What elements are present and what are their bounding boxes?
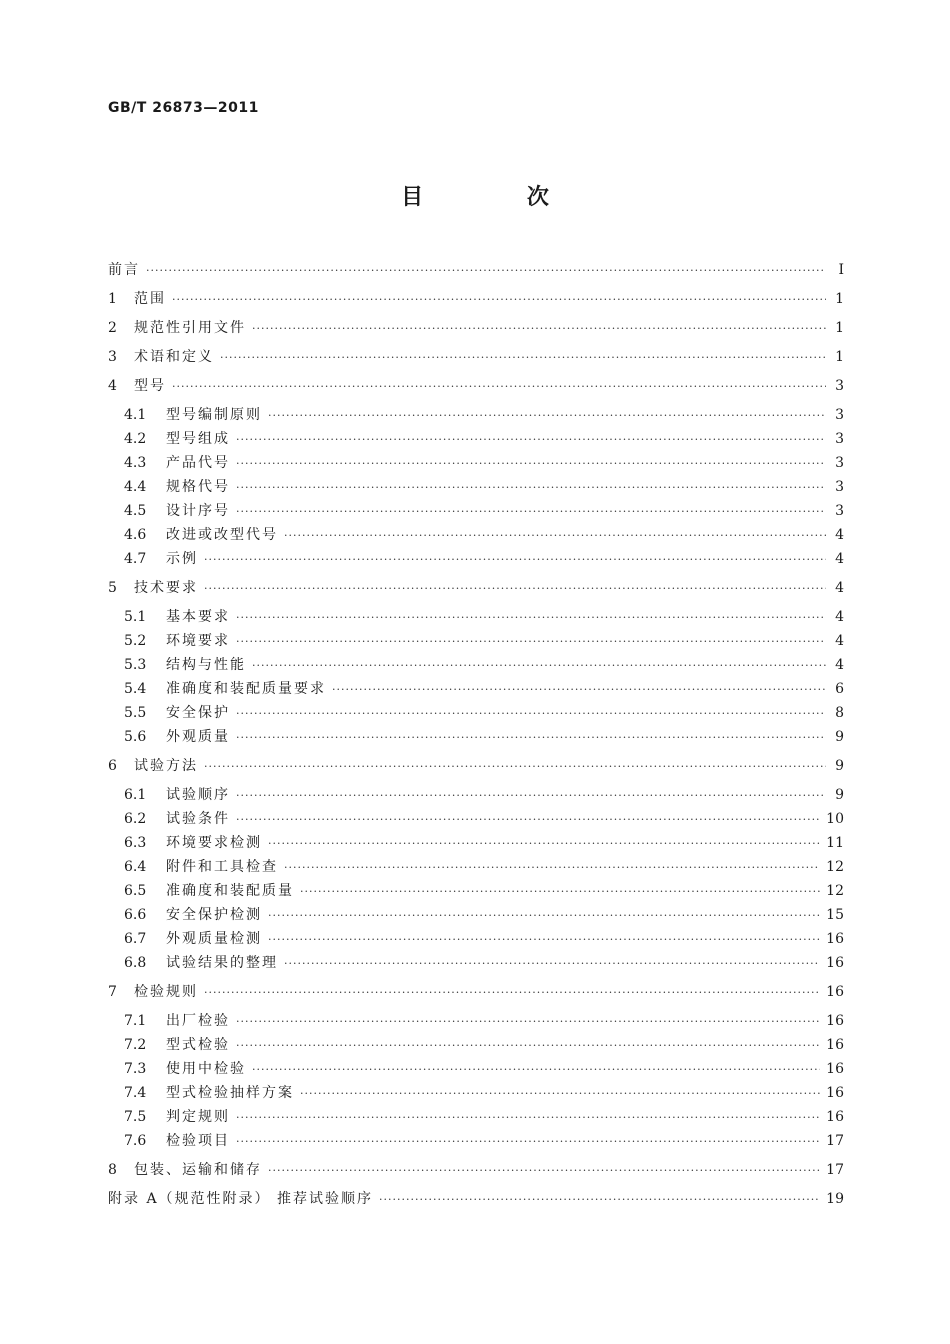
toc-entry-number: 3 [108, 349, 117, 365]
toc-entry[interactable] [108, 316, 844, 340]
toc-entry[interactable] [108, 374, 844, 398]
toc-leader-dots [268, 404, 826, 428]
toc-entry-page: 4 [835, 657, 844, 673]
toc-entry-page: 6 [835, 681, 844, 697]
toc-entry-number: 6 [108, 758, 117, 774]
toc-entry-page: 8 [835, 705, 844, 721]
toc-entry[interactable] [108, 951, 844, 975]
toc-entry-page: 17 [826, 1133, 844, 1149]
toc-entry[interactable] [108, 629, 844, 653]
toc-entry-label: 术语和定义 [134, 349, 214, 365]
toc-entry-label: 型式检验抽样方案 [166, 1085, 294, 1101]
toc-entry-page: 9 [835, 729, 844, 745]
toc-entry[interactable] [108, 701, 844, 725]
toc-entry-number: 4.5 [124, 503, 147, 519]
toc-entry-label: 型号 [134, 378, 166, 394]
toc-entry-number: 6.8 [124, 955, 147, 971]
toc-entry-label: 外观质量 [166, 729, 230, 745]
toc-entry-number: 6.5 [124, 883, 147, 899]
toc-entry-page: 16 [826, 984, 844, 1000]
toc-entry-label: 型号编制原则 [166, 407, 262, 423]
toc-entry-number: 8 [108, 1162, 117, 1178]
toc-entry-number: 7.5 [124, 1109, 147, 1125]
toc-entry-page: 3 [835, 407, 844, 423]
toc-entry-label: 型式检验 [166, 1037, 230, 1053]
toc-entry-page: 4 [835, 527, 844, 543]
toc-entry[interactable] [108, 451, 844, 475]
toc-entry-label: 附件和工具检查 [166, 859, 278, 875]
toc-leader-dots [300, 880, 820, 904]
toc-entry[interactable] [108, 754, 844, 778]
toc-entry[interactable] [108, 831, 844, 855]
toc-leader-dots [284, 524, 826, 548]
toc-leader-dots [204, 577, 826, 601]
toc-entry-number: 4.4 [124, 479, 147, 495]
toc-entry-label: 规格代号 [166, 479, 230, 495]
toc-entry[interactable] [108, 1033, 844, 1057]
toc-entry-page: 4 [835, 609, 844, 625]
toc-entry-number: 7.4 [124, 1085, 147, 1101]
toc-entry-label: 外观质量检测 [166, 931, 262, 947]
toc-entry-page: 1 [835, 349, 844, 365]
toc-leader-dots [252, 654, 826, 678]
toc-entry-page: 16 [826, 1037, 844, 1053]
toc-leader-dots [236, 1034, 820, 1058]
toc-entry-label: 示例 [166, 551, 198, 567]
toc-entry-number: 5.1 [124, 609, 147, 625]
toc-entry-page: 16 [826, 1085, 844, 1101]
toc-entry[interactable] [108, 980, 844, 1004]
toc-entry-number: 7.3 [124, 1061, 147, 1077]
toc-entry-label: 准确度和装配质量 [166, 883, 294, 899]
toc-entry[interactable] [108, 879, 844, 903]
toc-entry[interactable] [108, 475, 844, 499]
toc-entry-page: Ⅰ [838, 262, 844, 278]
toc-entry-page: 3 [835, 431, 844, 447]
toc-entry-page: 12 [826, 859, 844, 875]
toc-entry[interactable] [108, 345, 844, 369]
toc-leader-dots [204, 755, 826, 779]
toc-entry-label: 附录 A（规范性附录） 推荐试验顺序 [108, 1191, 374, 1207]
toc-entry[interactable] [108, 1129, 844, 1153]
toc-leader-dots [236, 1130, 820, 1154]
toc-entry-number: 5.4 [124, 681, 147, 697]
toc-entry[interactable] [108, 725, 844, 749]
toc-leader-dots [236, 500, 826, 524]
toc-leader-dots [284, 952, 820, 976]
toc-entry[interactable] [108, 605, 844, 629]
toc-leader-dots [236, 1010, 820, 1034]
toc-entry-number: 7.2 [124, 1037, 147, 1053]
toc-entry-page: 3 [835, 503, 844, 519]
toc-leader-dots [220, 346, 826, 370]
toc-entry-page: 9 [835, 758, 844, 774]
toc-entry-page: 3 [835, 479, 844, 495]
toc-leader-dots [332, 678, 826, 702]
toc-leader-dots [236, 1106, 820, 1130]
toc-leader-dots [236, 726, 826, 750]
toc-entry-number: 5.6 [124, 729, 147, 745]
toc-entry[interactable] [108, 653, 844, 677]
toc-entry-page: 4 [835, 633, 844, 649]
toc-entry-number: 5 [108, 580, 117, 596]
toc-entry-label: 技术要求 [134, 580, 198, 596]
toc-leader-dots [204, 981, 820, 1005]
toc-leader-dots [252, 317, 826, 341]
toc-entry-number: 1 [108, 291, 117, 307]
toc-entry[interactable] [108, 783, 844, 807]
toc-entry-number: 4 [108, 378, 117, 394]
toc-leader-dots [268, 1159, 820, 1183]
toc-entry-page: 12 [826, 883, 844, 899]
toc-leader-dots [172, 375, 826, 399]
toc-entry[interactable] [108, 927, 844, 951]
toc-entry-label: 使用中检验 [166, 1061, 246, 1077]
toc-entry-label: 安全保护检测 [166, 907, 262, 923]
toc-entry-number: 4.1 [124, 407, 147, 423]
toc-entry[interactable] [108, 1187, 844, 1211]
toc-entry-label: 设计序号 [166, 503, 230, 519]
toc-entry-number: 5.3 [124, 657, 147, 673]
toc-leader-dots [268, 928, 820, 952]
toc-entry-page: 19 [826, 1191, 844, 1207]
toc-entry-label: 包装、运输和储存 [134, 1162, 262, 1178]
toc-entry-label: 试验结果的整理 [166, 955, 278, 971]
toc-leader-dots [236, 476, 826, 500]
toc-entry-page: 1 [835, 320, 844, 336]
toc-entry[interactable] [108, 807, 844, 831]
toc-leader-dots [236, 428, 826, 452]
toc-leader-dots [204, 548, 826, 572]
toc-entry-number: 2 [108, 320, 117, 336]
toc-entry-number: 7.1 [124, 1013, 147, 1029]
toc-entry-number: 5.2 [124, 633, 147, 649]
toc-entry-number: 4.7 [124, 551, 147, 567]
toc-entry-number: 6.4 [124, 859, 147, 875]
toc-entry-page: 1 [835, 291, 844, 307]
page-title: 目 次 [401, 184, 597, 210]
toc-entry-page: 15 [826, 907, 844, 923]
toc-entry-label: 环境要求检测 [166, 835, 262, 851]
toc-entry[interactable] [108, 903, 844, 927]
toc-entry[interactable] [108, 287, 844, 311]
toc-leader-dots [236, 606, 826, 630]
toc-entry-label: 试验顺序 [166, 787, 230, 803]
toc-entry[interactable] [108, 1009, 844, 1033]
toc-entry-page: 11 [826, 835, 844, 851]
toc-entry-label: 判定规则 [166, 1109, 230, 1125]
toc-entry-number: 4.3 [124, 455, 147, 471]
toc-entry-label: 基本要求 [166, 609, 230, 625]
toc-entry[interactable] [108, 258, 844, 282]
toc-leader-dots [268, 832, 820, 856]
toc-entry[interactable] [108, 1081, 844, 1105]
toc-leader-dots [300, 1082, 820, 1106]
toc-entry-page: 10 [826, 811, 844, 827]
toc-leader-dots [236, 702, 826, 726]
toc-leader-dots [236, 808, 820, 832]
toc-entry-label: 改进或改型代号 [166, 527, 278, 543]
toc-entry[interactable] [108, 499, 844, 523]
toc-entry[interactable] [108, 403, 844, 427]
toc-entry-page: 4 [835, 580, 844, 596]
toc-entry-page: 16 [826, 931, 844, 947]
toc-entry[interactable] [108, 523, 844, 547]
toc-entry-label: 安全保护 [166, 705, 230, 721]
toc-entry-number: 4.2 [124, 431, 147, 447]
toc-entry-number: 7.6 [124, 1133, 147, 1149]
toc-entry-label: 型号组成 [166, 431, 230, 447]
toc-entry-label: 范围 [134, 291, 166, 307]
toc-entry-label: 环境要求 [166, 633, 230, 649]
toc-entry-number: 5.5 [124, 705, 147, 721]
toc-entry[interactable] [108, 677, 844, 701]
toc-leader-dots [236, 784, 826, 808]
toc-entry-label: 检验规则 [134, 984, 198, 1000]
toc-entry-page: 17 [826, 1162, 844, 1178]
toc-leader-dots [172, 288, 826, 312]
toc-entry-number: 6.1 [124, 787, 147, 803]
toc-entry-page: 16 [826, 1061, 844, 1077]
toc-leader-dots [284, 856, 820, 880]
toc-entry-page: 16 [826, 955, 844, 971]
toc-entry-page: 9 [835, 787, 844, 803]
toc-entry[interactable] [108, 576, 844, 600]
toc-entry-label: 产品代号 [166, 455, 230, 471]
toc-leader-dots [236, 452, 826, 476]
toc-entry-page: 16 [826, 1013, 844, 1029]
toc-leader-dots [379, 1188, 820, 1212]
toc-entry-number: 6.3 [124, 835, 147, 851]
toc-leader-dots [268, 904, 820, 928]
toc-entry[interactable] [108, 1105, 844, 1129]
toc-entry-number: 6.2 [124, 811, 147, 827]
standard-code: GB/T 26873—2011 [108, 100, 259, 116]
toc-entry-page: 4 [835, 551, 844, 567]
toc-entry-number: 4.6 [124, 527, 147, 543]
toc-entry-label: 准确度和装配质量要求 [166, 681, 326, 697]
toc-entry-page: 3 [835, 455, 844, 471]
toc-entry-page: 3 [835, 378, 844, 394]
toc-leader-dots [252, 1058, 820, 1082]
toc-entry-label: 前言 [108, 262, 140, 278]
toc-entry-label: 检验项目 [166, 1133, 230, 1149]
toc-entry-number: 6.7 [124, 931, 147, 947]
toc-leader-dots [236, 630, 826, 654]
toc-entry-number: 6.6 [124, 907, 147, 923]
toc-leader-dots [146, 259, 826, 283]
toc-entry-label: 出厂检验 [166, 1013, 230, 1029]
toc-entry-number: 7 [108, 984, 117, 1000]
toc-entry-label: 试验方法 [134, 758, 198, 774]
toc-entry[interactable] [108, 427, 844, 451]
toc-entry-label: 规范性引用文件 [134, 320, 246, 336]
toc-entry-label: 结构与性能 [166, 657, 246, 673]
toc-entry[interactable] [108, 855, 844, 879]
toc-entry-label: 试验条件 [166, 811, 230, 827]
toc-entry[interactable] [108, 547, 844, 571]
toc-entry[interactable] [108, 1158, 844, 1182]
toc-entry-page: 16 [826, 1109, 844, 1125]
toc-entry[interactable] [108, 1057, 844, 1081]
